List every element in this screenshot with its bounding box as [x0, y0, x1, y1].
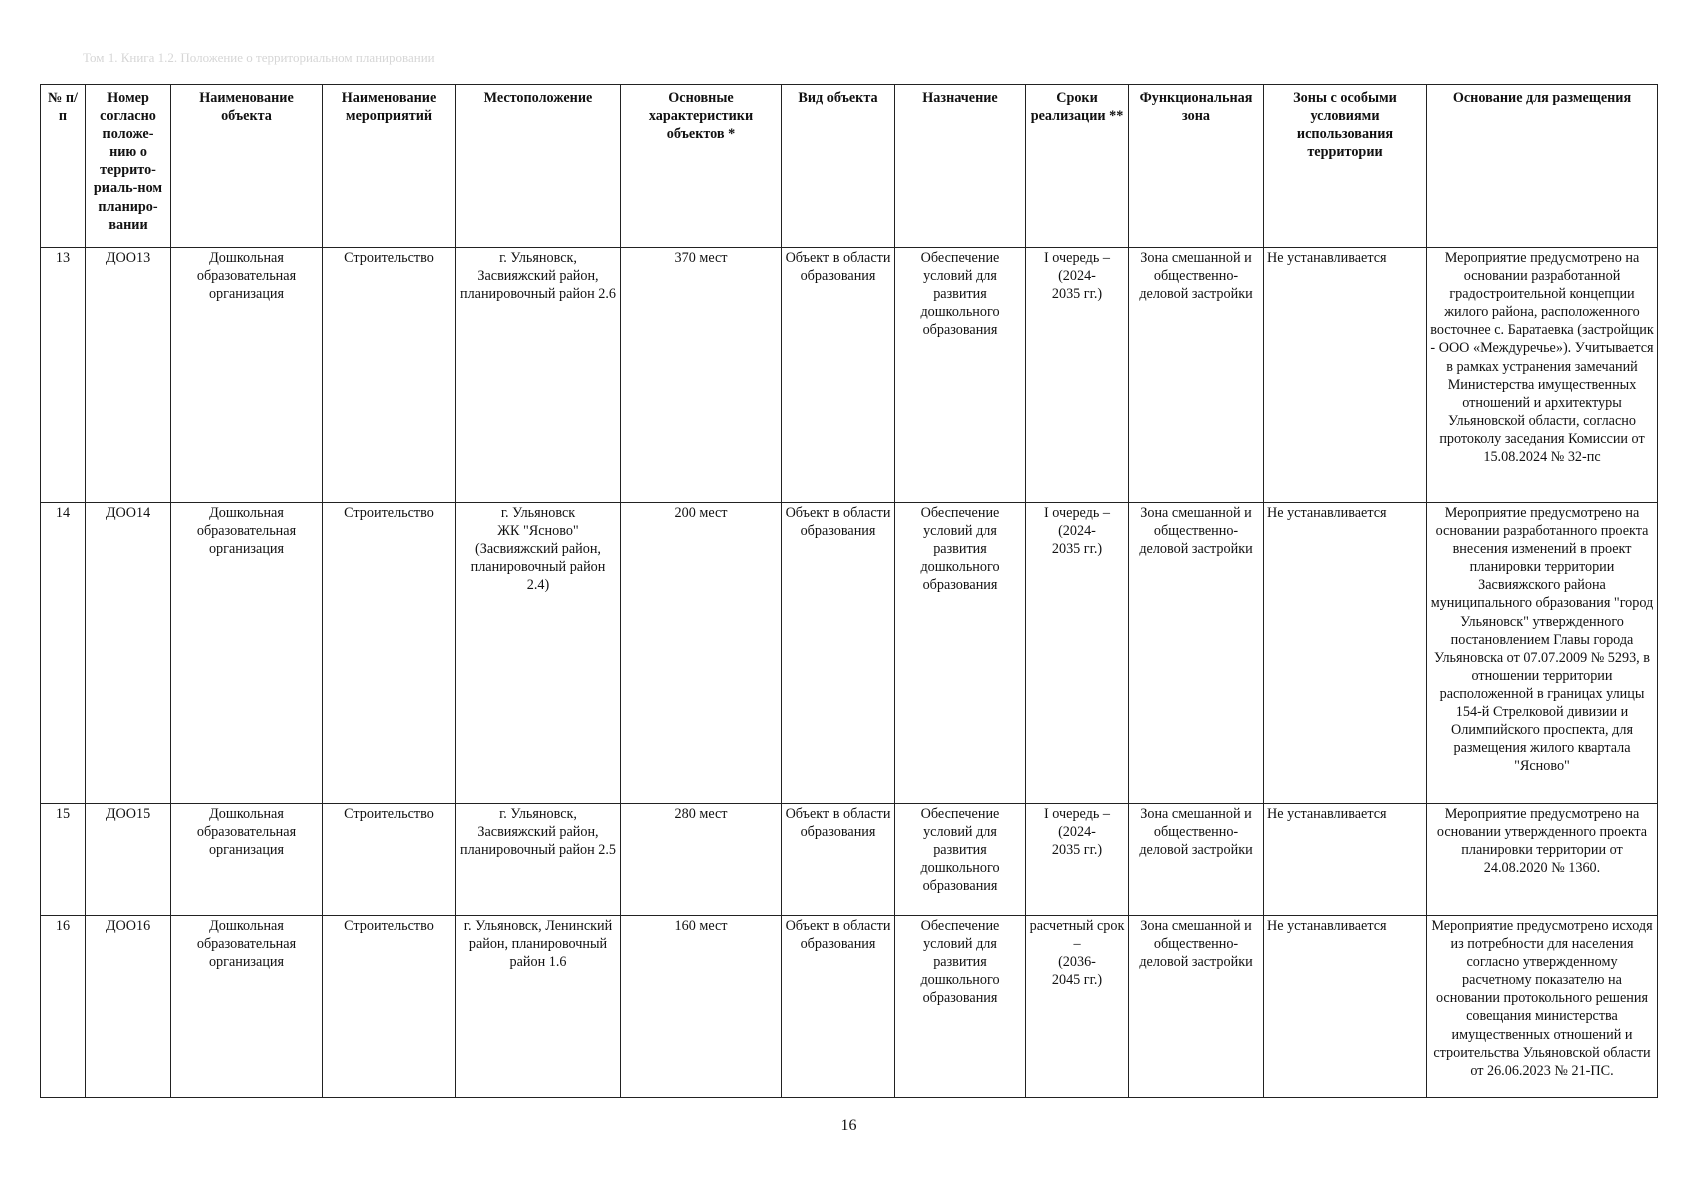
cell-object-name: Дошкольная образовательная организация: [171, 503, 323, 804]
cell-special-zones: Не устанавливается: [1264, 248, 1427, 503]
cell-special-zones: Не устанавливается: [1264, 916, 1427, 1098]
cell-number: 13: [41, 248, 86, 503]
objects-table: [40, 84, 1658, 1098]
cell-number: 14: [41, 503, 86, 804]
cell-number: 16: [41, 916, 86, 1098]
table-row: [41, 248, 1658, 503]
cell-object-kind: Объект в области образования: [782, 804, 895, 916]
header-row: [41, 85, 1658, 248]
col-header-special-zones: Зоны с особыми условиями использования территории: [1264, 85, 1427, 248]
col-header-functional-zone: Функциональная зона: [1129, 85, 1264, 248]
cell-object-kind: Объект в области образования: [782, 916, 895, 1098]
col-header-object-name: Наименование объекта: [171, 85, 323, 248]
cell-location: г. Ульяновск, Засвияжский район, планировочный район 2.6: [456, 248, 621, 503]
cell-functional-zone: Зона смешанной и общественно-деловой застройки: [1129, 503, 1264, 804]
col-header-purpose: Назначение: [895, 85, 1026, 248]
col-header-object-kind: Вид объекта: [782, 85, 895, 248]
cell-object-name: Дошкольная образовательная организация: [171, 916, 323, 1098]
cell-plan-number: ДОО15: [86, 804, 171, 916]
cell-object-kind: Объект в области образования: [782, 248, 895, 503]
cell-action: Строительство: [323, 916, 456, 1098]
cell-object-name: Дошкольная образовательная организация: [171, 248, 323, 503]
cell-location: г. Ульяновск ЖК "Ясново" (Засвияжский район, планировочный район 2.4): [456, 503, 621, 804]
col-header-plan-number: Номер согласно положе-нию о террито-риаль-ном планиро-вании: [86, 85, 171, 248]
cell-purpose: Обеспечение условий для развития дошкольного образования: [895, 916, 1026, 1098]
cell-plan-number: ДОО13: [86, 248, 171, 503]
cell-term: расчетный срок – (2036- 2045 гг.): [1026, 916, 1129, 1098]
cell-number: 15: [41, 804, 86, 916]
cell-location: г. Ульяновск, Ленинский район, планировочный район 1.6: [456, 916, 621, 1098]
cell-term: I очередь – (2024- 2035 гг.): [1026, 503, 1129, 804]
cell-special-zones: Не устанавливается: [1264, 804, 1427, 916]
col-header-basis: Основание для размещения: [1427, 85, 1658, 248]
cell-plan-number: ДОО16: [86, 916, 171, 1098]
col-header-location: Местоположение: [456, 85, 621, 248]
col-header-action: Наименование мероприятий: [323, 85, 456, 248]
cell-location: г. Ульяновск, Засвияжский район, планировочный район 2.5: [456, 804, 621, 916]
cell-term: I очередь – (2024- 2035 гг.): [1026, 248, 1129, 503]
cell-characteristics: 160 мест: [621, 916, 782, 1098]
cell-basis: Мероприятие предусмотрено на основании разработанного проекта внесения изменений в проект планировки территории Засвияжского района муниципального образования "город Ульяновск" утвержденного постановлением Главы города Ульяновска от 07.07.2009 № 5293, в отношении территории расположенной в границах улицы 154-й Стрелковой дивизии и Олимпийского проспекта, для размещения жилого квартала "Ясново": [1427, 503, 1658, 804]
table-row: [41, 916, 1658, 1098]
cell-basis: Мероприятие предусмотрено на основании утвержденного проекта планировки территории от 24.08.2020 № 1360.: [1427, 804, 1658, 916]
cell-purpose: Обеспечение условий для развития дошкольного образования: [895, 503, 1026, 804]
cell-object-kind: Объект в области образования: [782, 503, 895, 804]
col-header-number: № п/п: [41, 85, 86, 248]
cell-action: Строительство: [323, 248, 456, 503]
table-row: [41, 503, 1658, 804]
running-header: Том 1. Книга 1.2. Положение о территориальном планировании: [83, 50, 435, 65]
cell-basis: Мероприятие предусмотрено на основании разработанной градостроительной концепции жилого района, расположенного восточнее с. Баратаевка (застройщик - ООО «Междуречье»). Учитывается в рамках устранения замечаний Министерства имущественных отношений и архитектуры Ульяновской области, согласно протоколу заседания Комиссии от 15.08.2024 № 32-пс: [1427, 248, 1658, 503]
cell-functional-zone: Зона смешанной и общественно-деловой застройки: [1129, 248, 1264, 503]
cell-plan-number: ДОО14: [86, 503, 171, 804]
cell-purpose: Обеспечение условий для развития дошкольного образования: [895, 248, 1026, 503]
cell-object-name: Дошкольная образовательная организация: [171, 804, 323, 916]
col-header-term: Сроки реализации **: [1026, 85, 1129, 248]
cell-purpose: Обеспечение условий для развития дошкольного образования: [895, 804, 1026, 916]
cell-action: Строительство: [323, 503, 456, 804]
cell-characteristics: 370 мест: [621, 248, 782, 503]
col-header-characteristics: Основные характеристики объектов *: [621, 85, 782, 248]
cell-characteristics: 280 мест: [621, 804, 782, 916]
cell-term: I очередь – (2024- 2035 гг.): [1026, 804, 1129, 916]
cell-characteristics: 200 мест: [621, 503, 782, 804]
cell-special-zones: Не устанавливается: [1264, 503, 1427, 804]
cell-functional-zone: Зона смешанной и общественно-деловой застройки: [1129, 916, 1264, 1098]
table-row: [41, 804, 1658, 916]
cell-action: Строительство: [323, 804, 456, 916]
cell-basis: Мероприятие предусмотрено исходя из потребности для населения согласно утвержденному расчетному показателю на основании протокольного решения совещания министерства имущественных отношений и строительства Ульяновской области от 26.06.2023 № 21-ПС.: [1427, 916, 1658, 1098]
cell-functional-zone: Зона смешанной и общественно-деловой застройки: [1129, 804, 1264, 916]
page-number: 16: [840, 1117, 857, 1134]
